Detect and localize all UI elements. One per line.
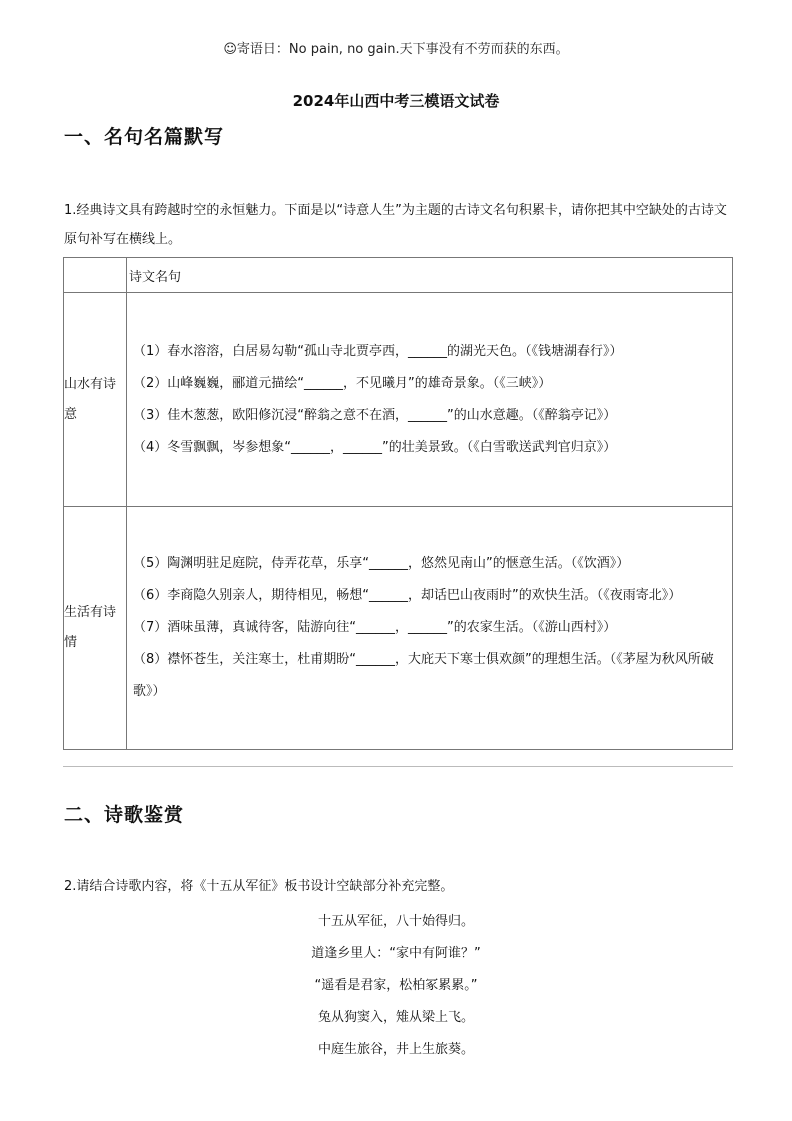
poem-line: “遥看是君家，松柏冢累累。” [314,978,478,993]
poem-line: 中庭生旅谷，井上生旅葵。 [317,1042,474,1057]
table-row [64,293,733,507]
category-cell [64,293,127,507]
items-cell [127,507,733,750]
poem-line: 道逢乡里人：“家中有阿谁？” [311,946,481,961]
list-item: （6）李商隐久别亲人，期待相见，畅想“______，却话巴山夜雨时”的欢快生活。（《夜雨寄北》） [133,588,682,603]
list-item: （3）佳木葱葱，欧阳修沉浸“醉翁之意不在酒，______”的山水意趣。（《醉翁亭记》） [133,407,617,423]
list-item: （4）冬雪飘飘，岑参想象“______，______”的壮美景致。（《白雪歌送武判官归京》） [133,439,617,455]
category-cell [64,507,127,750]
table-header-cell: 诗文名句 [127,258,733,293]
question-2-text: 2.请结合诗歌内容，将《十五从军征》板书设计空缺部分补充完整。 [64,879,454,894]
poem-line: 十五从军征，八十始得归。 [317,914,474,929]
poem-card-table [63,257,733,750]
section-1-heading: 一、名句名篇默写 [64,126,225,148]
list-item: （1）春水溶溶，白居易勾勒“孤山寺北贾亭西，______的湖光天色。（《钱塘湖春行》） [133,343,623,359]
section-divider [63,766,733,767]
list-item: （8）襟怀苍生，关注寒士，杜甫期盼“______，大庇天下寒士俱欢颜”的理想生活。（《茅屋为秋风所破歌》） [133,652,714,699]
table-row [64,507,733,750]
document-title: 2024年山西中考三模语文试卷 [292,92,500,110]
list-item: （7）酒味虽薄，真诚待客，陆游向往“______，______”的农家生活。（《游山西村》） [133,620,617,635]
table-corner-cell [64,258,127,293]
category-label: 山水有诗意 [64,376,117,422]
question-1-text: 1.经典诗文具有跨越时空的永恒魅力。下面是以“诗意人生”为主题的古诗文名句积累卡，请你把其中空缺处的古诗文原句补写在横线上。 [64,203,727,247]
poem-line: 兔从狗窦入，雉从梁上飞。 [317,1010,474,1025]
list-item: （2）山峰巍巍，郦道元描绘“______，不见曦月”的雄奇景象。（《三峡》） [133,375,552,391]
items-cell [127,293,733,507]
list-item: （5）陶渊明驻足庭院，侍弄花草，乐享“______，悠然见南山”的惬意生活。（《饮酒》） [133,556,630,571]
table-header-row [64,258,733,293]
motto-header: ☺寄语日：No pain, no gain.天下事没有不劳而获的东西。 [223,42,569,57]
category-label: 生活有诗情 [64,605,117,650]
section-2-heading: 二、诗歌鉴赏 [64,804,185,826]
